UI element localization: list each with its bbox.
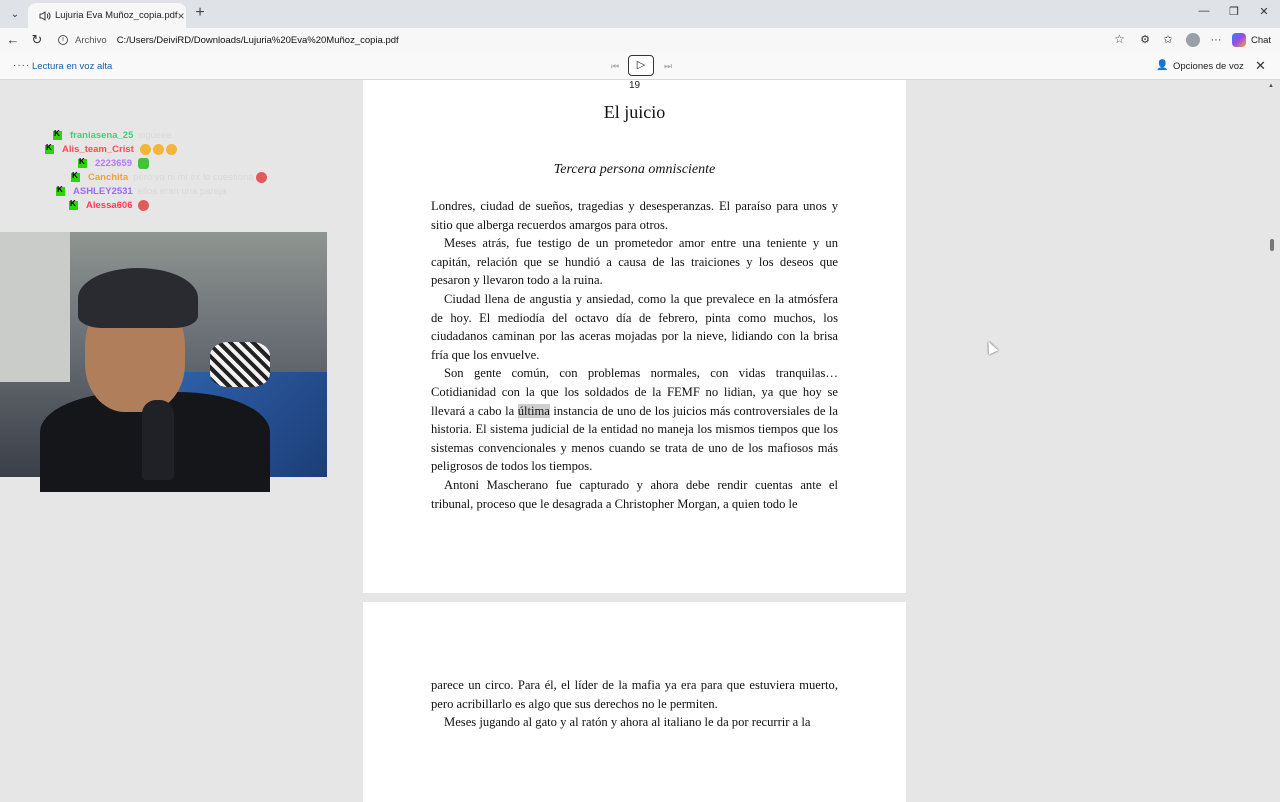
laughing-emoji-icon [166,144,177,155]
paragraph: Londres, ciudad de sueños, tragedias y desesperanzas. El paraíso para unos y sitio que alberga recuerdos amargos para otros. [431,199,838,232]
page-body-text [431,197,838,513]
refresh-icon[interactable]: ↻ [31,32,43,47]
webcam-microphone [142,400,174,480]
tab-title: Lujuria Eva Muñoz_copia.pdf [55,10,178,21]
webcam-background-wall [0,232,70,382]
paragraph: Antoni Mascherano fue capturado y ahora debe rendir cuentas ante el tribunal, proceso que le desagrada a Christopher Morgan, a quien todo le [431,477,838,511]
chat-label: Chat [1251,34,1272,46]
webcam-overlay [0,232,327,477]
extensions-icon[interactable]: ⚙ [1140,34,1150,46]
kick-badge-icon [69,201,78,210]
copilot-chat-button[interactable] [1232,31,1271,49]
voice-options-label: Opciones de voz [1173,60,1244,72]
tab-close-icon[interactable]: × [177,8,185,23]
read-aloud-highlighted-word: última [517,403,550,418]
voice-person-icon: 👤 [1156,60,1169,71]
read-aloud-close-icon[interactable]: ✕ [1255,58,1266,73]
chapter-title: El juicio [603,102,666,122]
next-paragraph-icon[interactable]: ⏭ [663,61,673,71]
kick-emote-icon [138,158,149,169]
chat-username: ASHLEY2531 [73,185,133,197]
webcam-streamer-cap [78,268,198,328]
chat-message [45,142,177,156]
restore-icon[interactable]: ❐ [1229,6,1239,18]
kick-badge-icon [56,187,65,196]
read-aloud-bar [0,52,1280,80]
previous-paragraph-icon[interactable]: ⏮ [610,61,620,71]
chat-text: pero ya ni mi ex lo cuestiona [133,171,254,183]
chat-text: ellos eran una pareja [137,185,227,197]
chat-username: 2223659 [95,157,132,169]
play-button[interactable]: ▷ [628,55,654,76]
kick-badge-icon [53,131,62,140]
paragraph: Ciudad llena de angustia y ansiedad, como la que prevalece en la atmósfera de hoy. El mediodía del octavo día de febrero, pinta como muchos, los ciudadanos caminan por las aceras mojadas por la nieve, lidiando con la brisa fría que los envuelve. [431,291,838,362]
kiss-emoji-icon [138,200,149,211]
read-aloud-label: Lectura en voz alta [32,61,113,72]
read-aloud-menu-icon[interactable]: ···· [13,60,31,71]
info-icon[interactable]: i [58,35,68,45]
chat-message [53,128,172,142]
minimize-icon[interactable]: — [1198,5,1210,17]
paragraph: parece un circo. Para él, el líder de la mafia ya era para que estuviera muerto, pero acribillarlo es algo que sus derechos no le permiten. [431,678,838,711]
scroll-up-icon[interactable]: ▲ [1268,83,1274,89]
favorites-icon[interactable]: ✩ [1163,34,1173,46]
paragraph-text: Son gente común, con problemas normales, con vidas tranquilas… Cotidianidad con la que los soldados de la FEMF no lidian, ya que hoy se llevará a cabo la [431,366,838,418]
chat-username: franiasena_25 [70,129,134,141]
laughing-emoji-icon [140,144,151,155]
kick-badge-icon [45,145,54,154]
vertical-scrollbar[interactable] [1268,81,1276,720]
chat-message [56,184,226,198]
mouse-cursor-icon [984,339,998,354]
new-tab-plus-icon[interactable]: + [195,4,205,21]
laughing-emoji-icon [153,144,164,155]
paragraph: Meses jugando al gato y al ratón y ahora al italiano le da por recurrir a la [444,715,811,730]
address-bar[interactable] [52,30,1132,50]
kick-badge-icon [78,159,87,168]
pdf-page-19 [363,80,906,593]
voice-options-button[interactable] [1156,60,1244,72]
page-body-text [431,676,838,732]
address-toolbar [0,28,1280,52]
chat-message [78,156,149,170]
paragraph-text: instancia de uno de los juicios más controversiales de la historia. El sistema judicial de la entidad no maneja los mismos tiempos que los sistemas convencionales y menos cuando se trata de uno de los mafiosos más peligrosos de todos los tiempos. [431,403,838,474]
chat-message [71,170,267,184]
more-options-icon[interactable]: ··· [1210,34,1222,46]
chat-username: Canchita [88,171,129,183]
webcam-background-pillow [210,342,270,387]
chat-username: Alis_team_Crist [62,143,134,155]
tab-strip [0,0,1280,28]
chat-text: sigueee [138,129,172,141]
speaker-icon[interactable] [39,11,51,21]
url-text[interactable]: C:/Users/DeiviRD/Downloads/Lujuria%20Eva%20Muñoz_copia.pdf [116,34,399,46]
profile-avatar[interactable] [1186,33,1200,47]
paragraph: Meses atrás, fue testigo de un prometedor amor entre una teniente y un capitán, relación que se hundió a causa de las traiciones y los deseos que pesaron y llevaron todo a la ruina. [431,236,838,288]
chat-username: Alessa606 [86,199,133,211]
tab-pdf[interactable] [28,3,186,28]
page-number: 19 [628,80,641,91]
copilot-icon [1232,33,1246,47]
chapter-subtitle: Tercera persona omnisciente [553,162,716,177]
tab-actions-chevron-icon[interactable]: ⌄ [10,8,20,20]
kick-badge-icon [71,173,80,182]
window-close-icon[interactable]: ✕ [1259,6,1269,18]
pdf-page-20 [363,602,906,802]
favorite-star-icon[interactable]: ☆ [1114,32,1125,46]
kiss-emoji-icon [256,172,267,183]
chat-message [69,198,149,212]
back-arrow-icon[interactable]: ← [6,32,20,47]
paragraph [431,364,838,476]
scrollbar-thumb[interactable] [1270,239,1274,251]
url-scheme: Archivo [75,34,107,46]
